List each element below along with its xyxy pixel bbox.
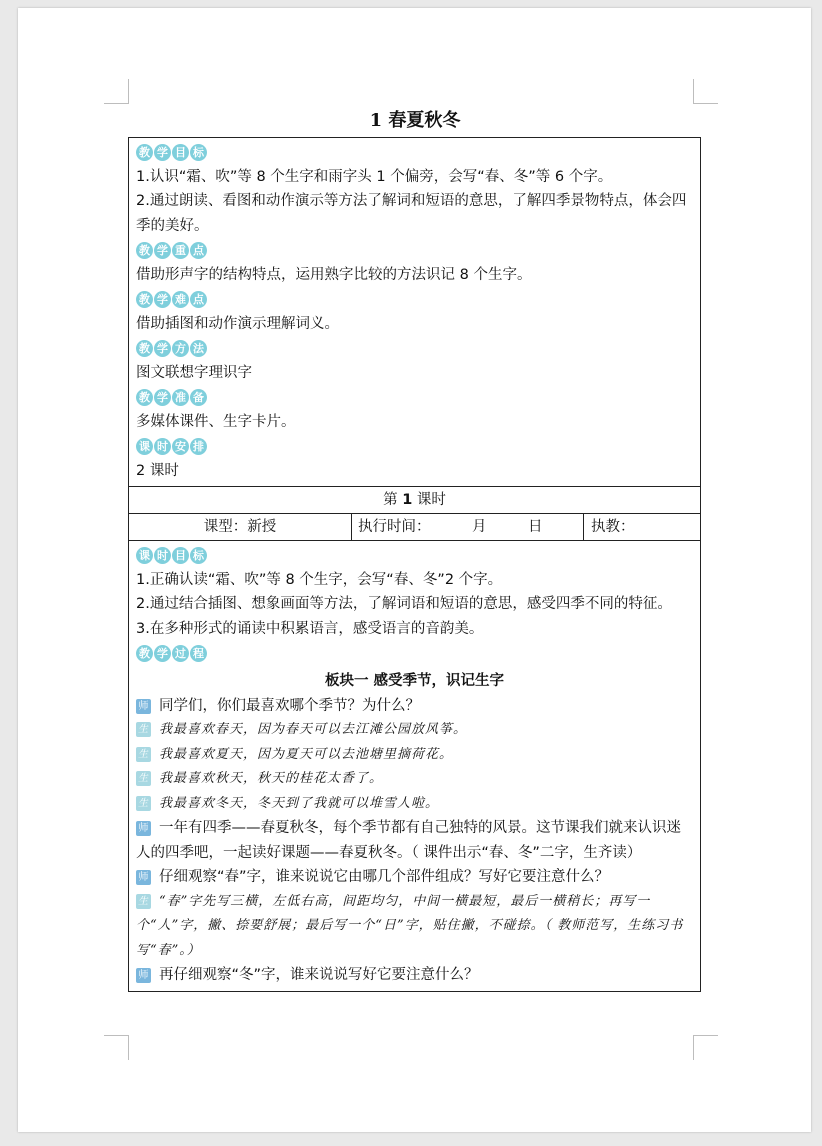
dialogue-line: 生 “春”字先写三横，左低右高，间距均匀，中间一横最短，最后一横稍长；再写一个“人”字，撇、捺要舒展；最后写一个“日”字，贴住撇，不碰捺。（ 教师范写，生练习书写“春”。） xyxy=(136,893,684,958)
badge-teaching-goals: 教 学 目 标 xyxy=(136,144,207,161)
student-tag-icon: 生 xyxy=(138,748,149,760)
margin-mark-top-right xyxy=(693,79,718,104)
page-title: 1 春夏秋冬 xyxy=(369,110,461,131)
student-tag-icon: 生 xyxy=(138,773,149,784)
dialogue-line: 师 仔细观察“春”字，谁来说说它由哪几个部件组成？写好它要注意什么？ xyxy=(136,865,693,890)
lesson-goal-item: 3.在多种形式的诵读中积累语言，感受语言的音韵美。 xyxy=(136,620,484,637)
lesson-section xyxy=(129,540,700,991)
dialogue-line: 师 再仔细观察“冬”字，谁来说说写好它要注意什么？ xyxy=(136,963,693,988)
badge-teaching-process: 教 学 过 程 xyxy=(136,645,207,662)
teacher-tag-icon: 师 xyxy=(136,968,151,983)
badge-lesson-goals: 课 时 目 标 xyxy=(136,547,207,564)
preparation-text: 多媒体课件、生字卡片。 xyxy=(136,413,296,430)
dialogue-line: 生 我最喜欢冬天，冬天到了我就可以堆雪人啦。 xyxy=(138,795,440,811)
goal-item: 1.认识“霜、吹”等 8 个生字和雨字头 1 个偏旁，会写“春、冬”等 6 个字。 xyxy=(136,168,613,185)
lesson-plan-table xyxy=(128,137,701,992)
margin-mark-bottom-left xyxy=(104,1035,129,1060)
lesson-type-cell: 课型：新授 xyxy=(129,514,352,540)
student-tag-icon: 生 xyxy=(138,895,149,907)
badge-difficulties: 教 学 难 点 xyxy=(136,291,207,308)
margin-mark-top-left xyxy=(104,79,129,104)
method-text: 图文联想字理识字 xyxy=(136,364,252,381)
teacher-tag-icon: 师 xyxy=(136,821,151,836)
student-tag-icon: 生 xyxy=(138,724,149,735)
dialogue-line: 生 我最喜欢夏天，因为夏天可以去池塘里摘荷花。 xyxy=(138,746,454,762)
lesson-goal-item: 1.正确认读“霜、吹”等 8 个生字，会写“春、冬”2 个字。 xyxy=(136,571,503,588)
block-title: 板块一 感受季节，识记生字 xyxy=(324,672,505,689)
lesson-info-row xyxy=(129,513,700,540)
lesson-goal-item: 2.通过结合插图、想象画面等方法，了解词语和短语的意思，感受四季不同的特征。 xyxy=(136,596,672,612)
key-points-text: 借助形声字的结构特点，运用熟字比较的方法识记 8 个生字。 xyxy=(136,266,532,283)
margin-mark-bottom-right xyxy=(693,1035,718,1060)
execution-time-cell: 执行时间： 月 日 xyxy=(352,514,584,540)
badge-key-points: 教 学 重 点 xyxy=(136,242,207,259)
difficulty-text: 借助插图和动作演示理解词义。 xyxy=(136,315,339,332)
badge-teaching-methods: 教 学 方 法 xyxy=(136,340,207,357)
goal-item: 2.通过朗读、看图和动作演示等方法了解词和短语的意思，了解四季景物特点，体会四季的美好。 xyxy=(136,193,687,234)
teacher-tag-icon: 师 xyxy=(136,699,151,714)
badge-schedule: 课 时 安 排 xyxy=(136,438,207,455)
dialogue-line: 师 一年有四季——春夏秋冬，每个季节都有自己独特的风景。这节课我们就来认识迷人的四季吧，一起读好课题——春夏秋冬。（ 课件出示“春、冬”二字，生齐读） xyxy=(136,820,681,861)
dialogue-line: 生 我最喜欢春天，因为春天可以去江滩公园放风筝。 xyxy=(138,722,468,737)
dialogue-line: 生 我最喜欢秋天，秋天的桂花太香了。 xyxy=(138,771,384,786)
overview-section xyxy=(129,138,700,486)
badge-preparation: 教 学 准 备 xyxy=(136,389,207,406)
document-page xyxy=(18,8,811,1132)
dialogue-line: 师 同学们，你们最喜欢哪个季节？为什么？ xyxy=(136,694,693,719)
teacher-tag-icon: 师 xyxy=(136,870,151,885)
lesson-number-row: 第 1 课时 xyxy=(129,486,700,513)
teacher-cell: 执教： xyxy=(591,519,635,535)
schedule-text: 2 课时 xyxy=(136,462,179,479)
student-tag-icon: 生 xyxy=(138,797,149,809)
